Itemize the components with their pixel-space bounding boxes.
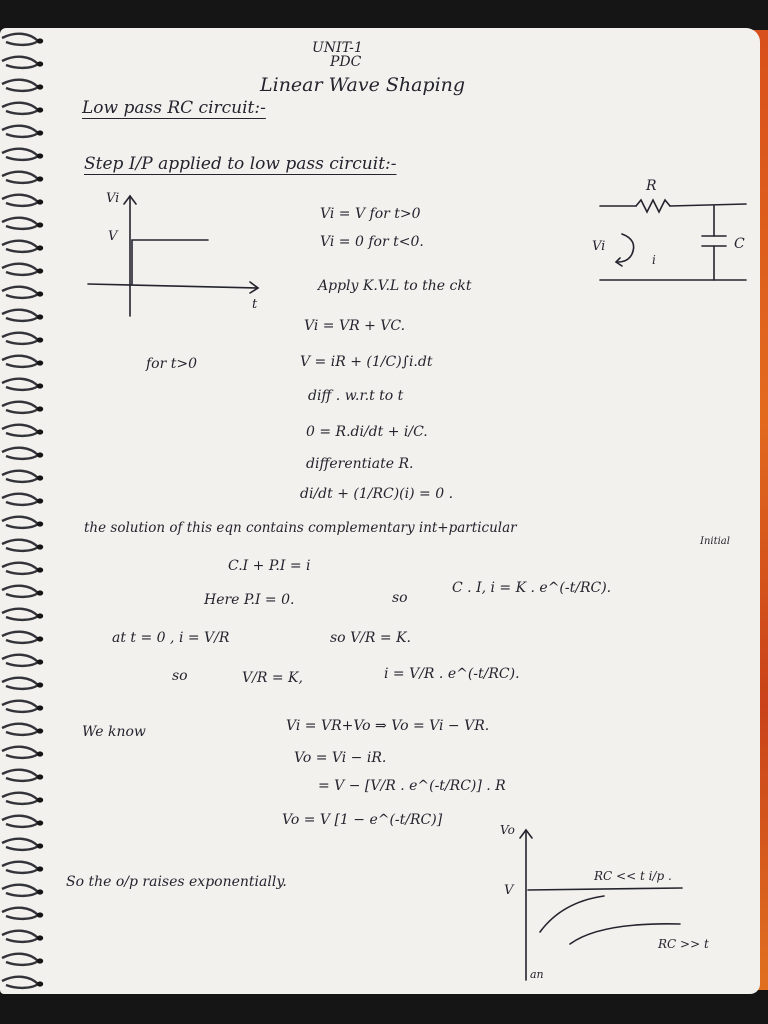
spiral-coil [2,471,38,482]
binding-hole [37,268,43,273]
output-graph-note-bottom: RC >> t [658,937,709,951]
resistor-label: R [646,178,657,194]
output-conclusion: So the o/p raises exponentially. [66,874,287,890]
binding-hole [37,452,43,457]
binding-hole [37,544,43,549]
particular-integral-note: Here P.I = 0. [204,592,295,608]
equation-complementary: C . I, i = K . e^(-t/RC). [452,580,612,596]
spiral-coil [2,402,38,413]
spiral-coil [2,839,38,850]
binding-hole [37,84,43,89]
spiral-coil [2,333,38,344]
binding-hole [37,153,43,158]
spiral-coil [2,149,38,160]
output-graph-y-label: Vo [500,823,515,837]
spiral-coil [2,241,38,252]
binding-hole [37,199,43,204]
output-graph-x-label: an [530,968,544,981]
differentiate-r-note: differentiate R. [306,456,414,472]
equation-k: V/R = K, [242,670,303,686]
binding-hole [37,107,43,112]
spiral-coil [2,816,38,827]
binding-hole [37,590,43,595]
equation-derivative: 0 = R.di/dt + i/C. [306,424,428,440]
spiral-coil [2,126,38,137]
binding-hole [37,61,43,66]
spiral-coil [2,655,38,666]
spiral-coil [2,195,38,206]
binding-hole [37,981,43,986]
condition-t-positive: Vi = V for t>0 [320,206,421,222]
equation-output-step2: = V − [V/R . e^(-t/RC)] . R [318,778,506,794]
notebook-page [0,28,760,994]
spiral-coil [2,885,38,896]
spiral-coil [2,540,38,551]
equation-kvl: Vi = VR + VC. [304,318,406,334]
solution-note: Initial [700,536,730,547]
page-title: Linear Wave Shaping [260,74,466,96]
kvl-statement: Apply K.V.L to the ckt [318,278,472,294]
binding-hole [37,360,43,365]
binding-hole [37,728,43,733]
binding-hole [37,429,43,434]
spiral-coil [2,264,38,275]
section-subheading: Step I/P applied to low pass circuit:- [84,154,397,174]
binding-hole [37,705,43,710]
spiral-coil [2,34,38,45]
spiral-coil [2,724,38,735]
binding-hole [37,659,43,664]
spiral-coil [2,80,38,91]
current-label: i [652,253,656,267]
spiral-coil [2,632,38,643]
spiral-coil [2,954,38,965]
spiral-coil [2,494,38,505]
binding-hole [37,498,43,503]
input-step-graph [80,188,270,338]
binding-hole [37,521,43,526]
spiral-coil [2,218,38,229]
equation-current: i = V/R . e^(-t/RC). [384,666,520,682]
spiral-binding [0,28,48,994]
input-graph-y-label: Vi [106,191,120,206]
binding-hole [37,475,43,480]
so-label-1: so [392,590,408,606]
binding-hole [37,337,43,342]
binding-hole [37,245,43,250]
binding-hole [37,406,43,411]
binding-hole [37,314,43,319]
binding-hole [37,176,43,181]
equation-constant: so V/R = K. [330,630,411,646]
spiral-coil [2,310,38,321]
binding-hole [37,866,43,871]
spiral-coil [2,609,38,620]
binding-hole [37,774,43,779]
equation-output-step1: Vo = Vi − iR. [294,750,387,766]
equation-differential: di/dt + (1/RC)(i) = 0 . [300,486,454,502]
spiral-coil [2,356,38,367]
unit-label: UNIT-1 [312,40,363,56]
low-pass-rc-circuit [586,176,760,296]
binding-hole [37,935,43,940]
spiral-coil [2,747,38,758]
spiral-coil [2,931,38,942]
binding-hole [37,843,43,848]
spiral-coil [2,862,38,873]
binding-hole [37,130,43,135]
equation-integral: V = iR + (1/C)∫i.dt [300,354,433,370]
input-graph-x-label: t [252,297,258,312]
solution-statement: the solution of this eqn contains complementary int+particular [84,520,517,536]
binding-hole [37,751,43,756]
equation-output-final: Vo = V [1 − e^(-t/RC)] [282,812,443,828]
spiral-coil [2,586,38,597]
section-heading: Low pass RC circuit:- [82,98,266,118]
binding-hole [37,797,43,802]
binding-hole [37,291,43,296]
binding-hole [37,682,43,687]
we-know-label: We know [82,724,146,740]
spiral-coil [2,678,38,689]
spiral-coil [2,103,38,114]
spiral-coil [2,770,38,781]
binding-hole [37,567,43,572]
spiral-coil [2,57,38,68]
binding-hole [37,383,43,388]
spiral-coil [2,517,38,528]
binding-hole [37,222,43,227]
equation-output-relation: Vi = VR+Vo ⇒ Vo = Vi − VR. [286,718,490,734]
output-graph-level-label: V [504,883,514,898]
spiral-coil [2,379,38,390]
binding-hole [37,912,43,917]
binding-hole [37,38,43,43]
input-graph-level-label: V [108,229,118,244]
spiral-coil [2,701,38,712]
spiral-coil [2,448,38,459]
binding-hole [37,889,43,894]
binding-hole [37,636,43,641]
subject-label: PDC [330,54,362,70]
spiral-coil [2,908,38,919]
binding-hole [37,613,43,618]
output-response-graph [500,820,750,990]
differentiate-note: diff . w.r.t to t [308,388,404,404]
so-label-2: so [172,668,188,684]
spiral-coil [2,287,38,298]
circuit-input-label: Vi [592,239,606,254]
condition-label: for t>0 [146,356,198,372]
binding-hole [37,958,43,963]
spiral-coil [2,172,38,183]
binding-hole [37,820,43,825]
spiral-coil [2,977,38,988]
capacitor-label: C [734,236,745,252]
condition-t-negative: Vi = 0 for t<0. [320,234,424,250]
initial-condition: at t = 0 , i = V/R [112,630,230,646]
spiral-coil [2,425,38,436]
equation-general-solution: C.I + P.I = i [228,558,311,574]
spiral-coil [2,563,38,574]
spiral-coil [2,793,38,804]
output-graph-note-top: RC << t i/p . [594,869,672,883]
